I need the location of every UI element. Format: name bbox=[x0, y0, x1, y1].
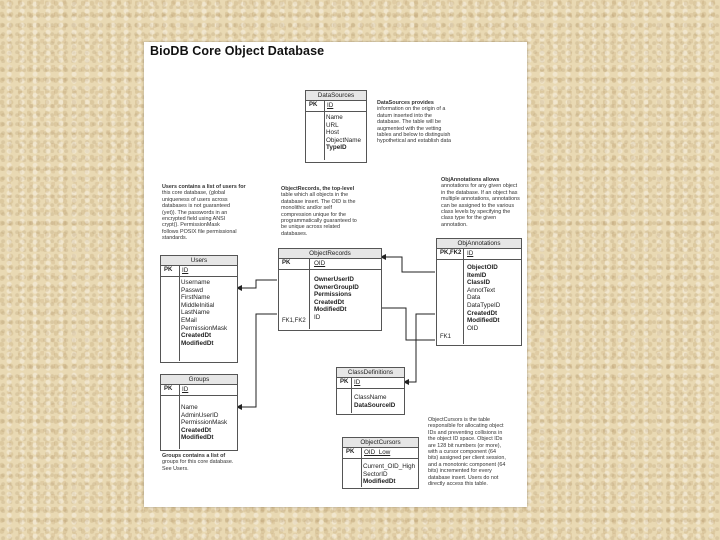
field-modifieddt: ModifiedDt bbox=[363, 478, 396, 486]
link-objannotations-fk bbox=[381, 308, 435, 340]
field-name: Name bbox=[181, 404, 198, 411]
pk-label: PK bbox=[164, 267, 173, 273]
field-permissions: Permissions bbox=[314, 291, 352, 299]
field-createddt: CreatedDt bbox=[181, 426, 212, 434]
note-objectcursors: ObjectCursors is the table responsible for allocating object IDs and preventing collisions in the object ID space. Object IDs are 128 bit numbers (or more), with a cursor component (64 bits) assigned per client session, and a monotonic component (64 bits) incremented for every database insert. Users do not directly access this table. bbox=[428, 417, 506, 488]
field-host: Host bbox=[326, 129, 339, 137]
field-middleinitial: MiddleInitial bbox=[181, 301, 215, 309]
field-id: ID bbox=[314, 313, 321, 321]
note-users: Users contains a list of users for this core database, (global uniqueness of users across databases is not guaranteed (yet)). The passwords in an encrypted field using ANSI crypt(). PermissionMask follows POSIX file permissional standards. bbox=[162, 184, 246, 242]
field-typeid: TypeID bbox=[326, 144, 347, 152]
field-email: EMail bbox=[181, 316, 197, 324]
pk-label: PK,FK2 bbox=[440, 250, 462, 256]
field-itemid: ItemID bbox=[467, 271, 487, 279]
field-username: Username bbox=[181, 279, 211, 286]
field-modifieddt: ModifiedDt bbox=[181, 339, 214, 347]
pk-label: PK bbox=[164, 386, 173, 392]
fk-label: FK1,FK2 bbox=[282, 318, 306, 324]
pk-field: OID bbox=[314, 260, 326, 267]
link-objectrecords-groups bbox=[237, 314, 277, 407]
field-oid: OID bbox=[467, 324, 479, 332]
field-owneruserid: OwnerUserID bbox=[314, 276, 354, 283]
field-objectoid: ObjectOID bbox=[467, 264, 498, 271]
field-datatypeid: DataTypeID bbox=[467, 301, 501, 309]
pk-label: PK bbox=[309, 102, 318, 108]
table-groups bbox=[160, 374, 238, 451]
field-passwd: Passwd bbox=[181, 286, 204, 294]
pk-label: PK bbox=[282, 260, 291, 266]
field-objectname: ObjectName bbox=[326, 136, 361, 144]
field-firstname: FirstName bbox=[181, 294, 211, 302]
note-objannotations: ObjAnnotations allows annotations for any given object in the database. If an object has multiple annotations, annotations can be assigned to the various class levels by specifying the class type for the given annotation. bbox=[441, 177, 520, 228]
table-header: ClassDefinitions bbox=[337, 368, 404, 378]
link-objannotations-classdefinitions bbox=[404, 314, 435, 382]
field-createddt: CreatedDt bbox=[467, 309, 498, 317]
pk-field: OID_Low bbox=[364, 449, 391, 456]
table-classdefinitions bbox=[336, 367, 405, 415]
table-datasources bbox=[305, 90, 367, 163]
field-modifieddt: ModifiedDt bbox=[314, 306, 347, 314]
page-title: BioDB Core Object Database bbox=[150, 44, 325, 58]
table-header: ObjectCursors bbox=[343, 438, 418, 448]
field-name: Name bbox=[326, 114, 343, 121]
table-header: Groups bbox=[161, 375, 237, 385]
table-objectrecords bbox=[278, 248, 382, 331]
field-url: URL bbox=[326, 121, 339, 129]
field-permissionmask: PermissionMask bbox=[181, 419, 228, 427]
field-modifieddt: ModifiedDt bbox=[467, 317, 500, 325]
pk-field: ID bbox=[182, 267, 189, 274]
pk-field: ID bbox=[354, 379, 361, 386]
link-objectrecords-users bbox=[237, 280, 277, 288]
field-lastname: LastName bbox=[181, 309, 210, 317]
pk-label: PK bbox=[340, 379, 349, 385]
note-groups: Groups contains a list of groups for this core database. See Users. bbox=[162, 453, 234, 472]
pk-field: ID bbox=[182, 386, 189, 393]
table-header: Users bbox=[161, 256, 237, 266]
fk-label: FK1 bbox=[440, 334, 452, 340]
pk-label: PK bbox=[346, 449, 355, 455]
diagram-sheet bbox=[144, 42, 527, 507]
field-createddt: CreatedDt bbox=[181, 332, 212, 340]
field-classname: ClassName bbox=[354, 394, 387, 401]
note-objectrecords: ObjectRecords, the top-level table which all objects in the database insert. The OID is the monolithic and/or self compression unique for the programmatically guaranteed to be unique across related databases. bbox=[281, 186, 357, 237]
table-objannotations bbox=[436, 238, 522, 346]
field-data: Data bbox=[467, 294, 481, 302]
field-annottext: AnnotText bbox=[467, 286, 496, 294]
table-header: DataSources bbox=[306, 91, 366, 101]
table-objectcursors bbox=[342, 437, 419, 489]
note-datasources: DataSources provides information on the origin of a datum inserted into the database. The table will be augmented with the vetting tables and below to distinguish hypothetical and establish data bbox=[377, 100, 452, 145]
field-ownergroupid: OwnerGroupID bbox=[314, 283, 359, 291]
table-users bbox=[160, 255, 238, 363]
field-adminuserid: AdminUserID bbox=[181, 411, 219, 419]
table-header: ObjAnnotations bbox=[437, 239, 521, 249]
field-permissionmask: PermissionMask bbox=[181, 324, 228, 332]
pk-field: ID bbox=[327, 102, 334, 109]
table-header: ObjectRecords bbox=[279, 249, 381, 259]
field-createddt: CreatedDt bbox=[314, 298, 345, 306]
field-sectorid: SectorID bbox=[363, 470, 388, 478]
field-current-oid-high: Current_OID_High bbox=[363, 463, 416, 470]
field-datasourceid: DataSourceID bbox=[354, 401, 396, 409]
pk-field: ID bbox=[467, 250, 474, 257]
field-modifieddt: ModifiedDt bbox=[181, 434, 214, 442]
field-classid: ClassID bbox=[467, 279, 491, 287]
link-objannotations-objectrecords bbox=[381, 257, 435, 272]
